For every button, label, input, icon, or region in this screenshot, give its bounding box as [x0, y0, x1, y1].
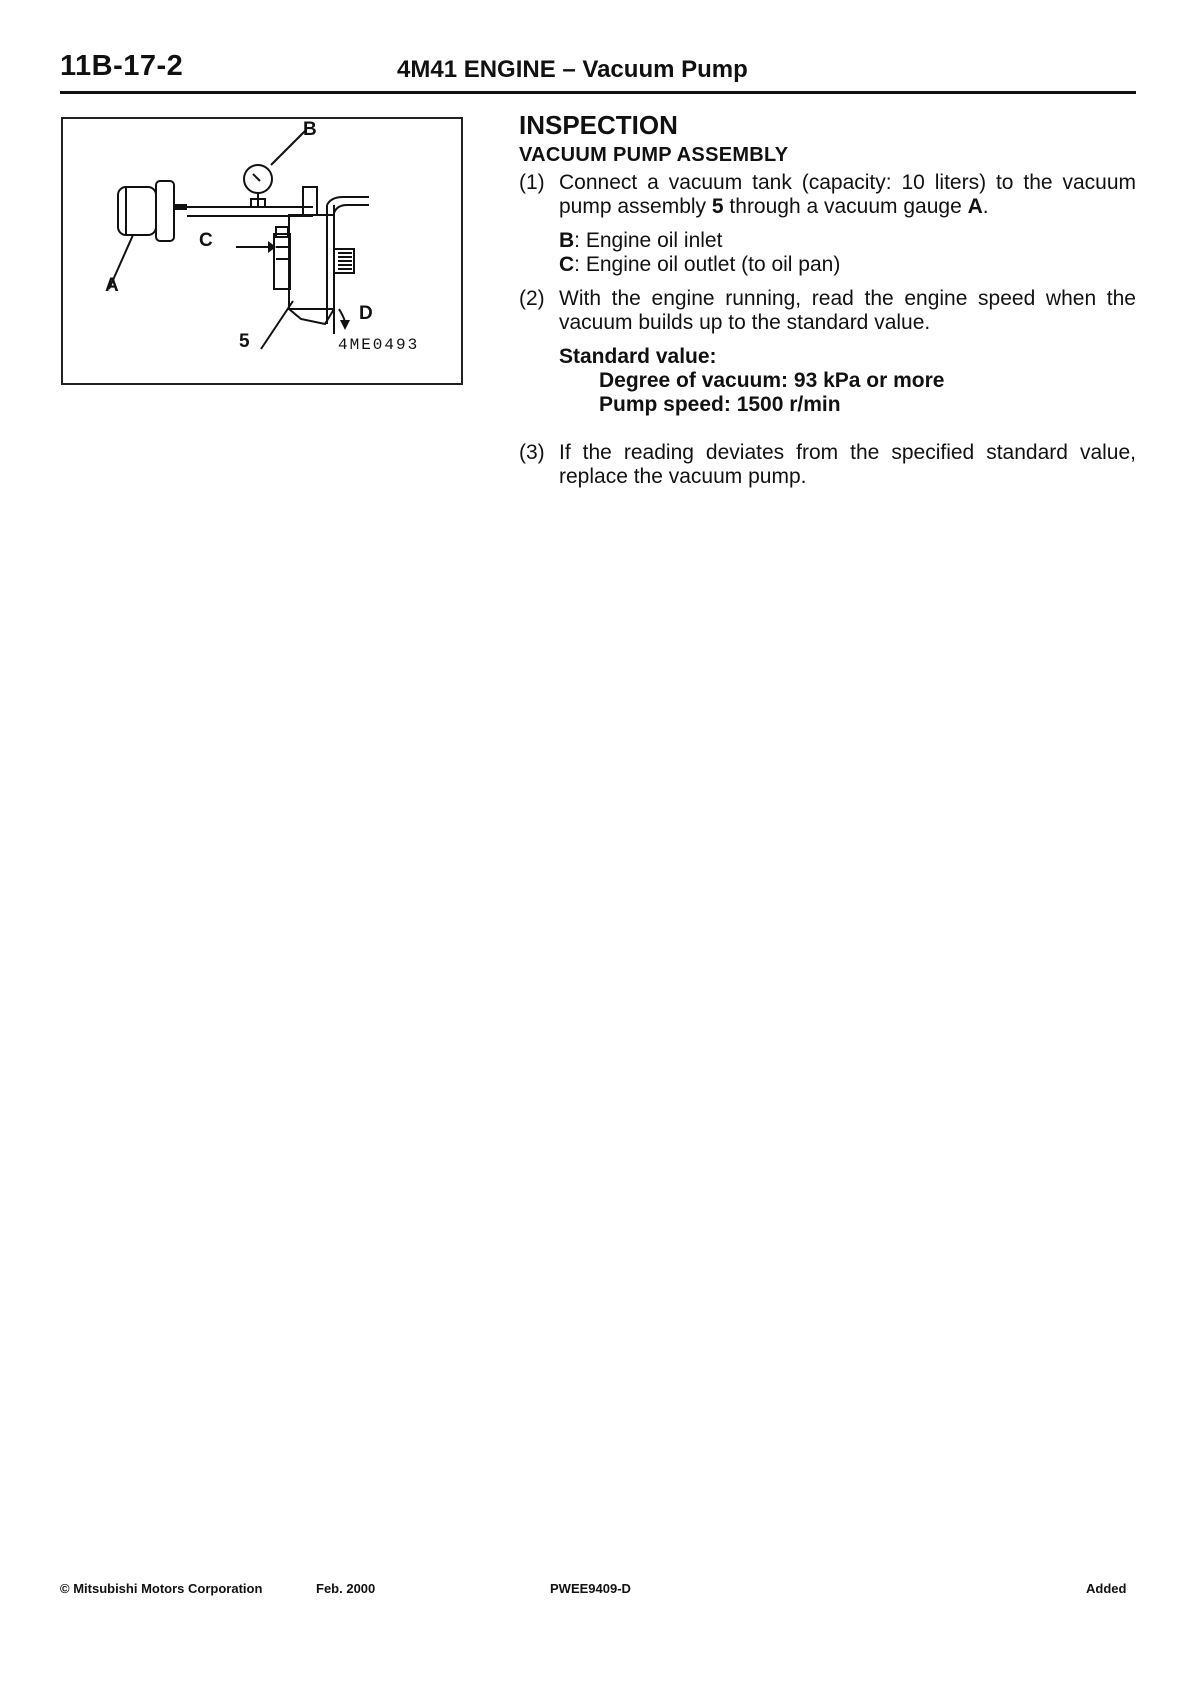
step-text [559, 287, 1136, 417]
step-3 [519, 441, 1136, 489]
footer-status: Added [1086, 1581, 1127, 1596]
step-number: (3) [519, 441, 545, 464]
step-text [559, 171, 1136, 277]
step-2-text: With the engine running, read the engine speed when the vacuum builds up to the standard value. [559, 287, 1136, 334]
page-number: 11B-17-2 [60, 50, 184, 82]
sub-heading: VACUUM PUMP ASSEMBLY [519, 144, 789, 166]
step-1-text-b: through a vacuum gauge [723, 195, 968, 218]
step-1-text-c: . [982, 195, 989, 218]
step-number: (2) [519, 287, 545, 310]
part-5-ref: 5 [711, 195, 724, 218]
footer-copyright: © Mitsubishi Motors Corporation [60, 1581, 263, 1596]
label-d: D [359, 303, 373, 324]
section-heading: INSPECTION [519, 110, 678, 140]
note-list [559, 229, 1136, 277]
gauge-a-ref: A [967, 195, 983, 218]
step-1 [519, 171, 1136, 277]
step-text [559, 441, 1136, 489]
label-b: B [303, 119, 317, 140]
standard-value-title: Standard value: [559, 345, 717, 368]
standard-speed: Pump speed: 1500 r/min [599, 393, 841, 416]
note-c-key: C [559, 253, 575, 276]
vacuum-pump-illustration [61, 117, 463, 385]
note-b-text: : Engine oil inlet [574, 229, 723, 252]
standard-vacuum: Degree of vacuum: 93 kPa or more [599, 369, 945, 392]
label-5: 5 [239, 331, 250, 352]
step-3-text: If the reading deviates from the specified standard value, replace the vacuum pump. [559, 441, 1136, 488]
footer-doc-code: PWEE9409-D [550, 1581, 631, 1596]
note-b-key: B [559, 229, 575, 252]
note-c-text: : Engine oil outlet (to oil pan) [574, 253, 841, 276]
inspection-section [519, 110, 1136, 489]
figure-code: 4ME0493 [338, 336, 420, 354]
standard-values [599, 369, 1136, 417]
page-title: 4M41 ENGINE – Vacuum Pump [397, 56, 748, 83]
step-2 [519, 287, 1136, 417]
step-1-text-a: Connect a vacuum tank (capacity: 10 liters) to the vacuum pump assembly [559, 171, 1136, 218]
step-number: (1) [519, 171, 545, 194]
footer-date: Feb. 2000 [316, 1581, 376, 1596]
header-rule [60, 91, 1136, 94]
label-c: C [199, 230, 213, 251]
vacuum-tank-shape [118, 187, 156, 235]
label-a: A [105, 275, 119, 296]
